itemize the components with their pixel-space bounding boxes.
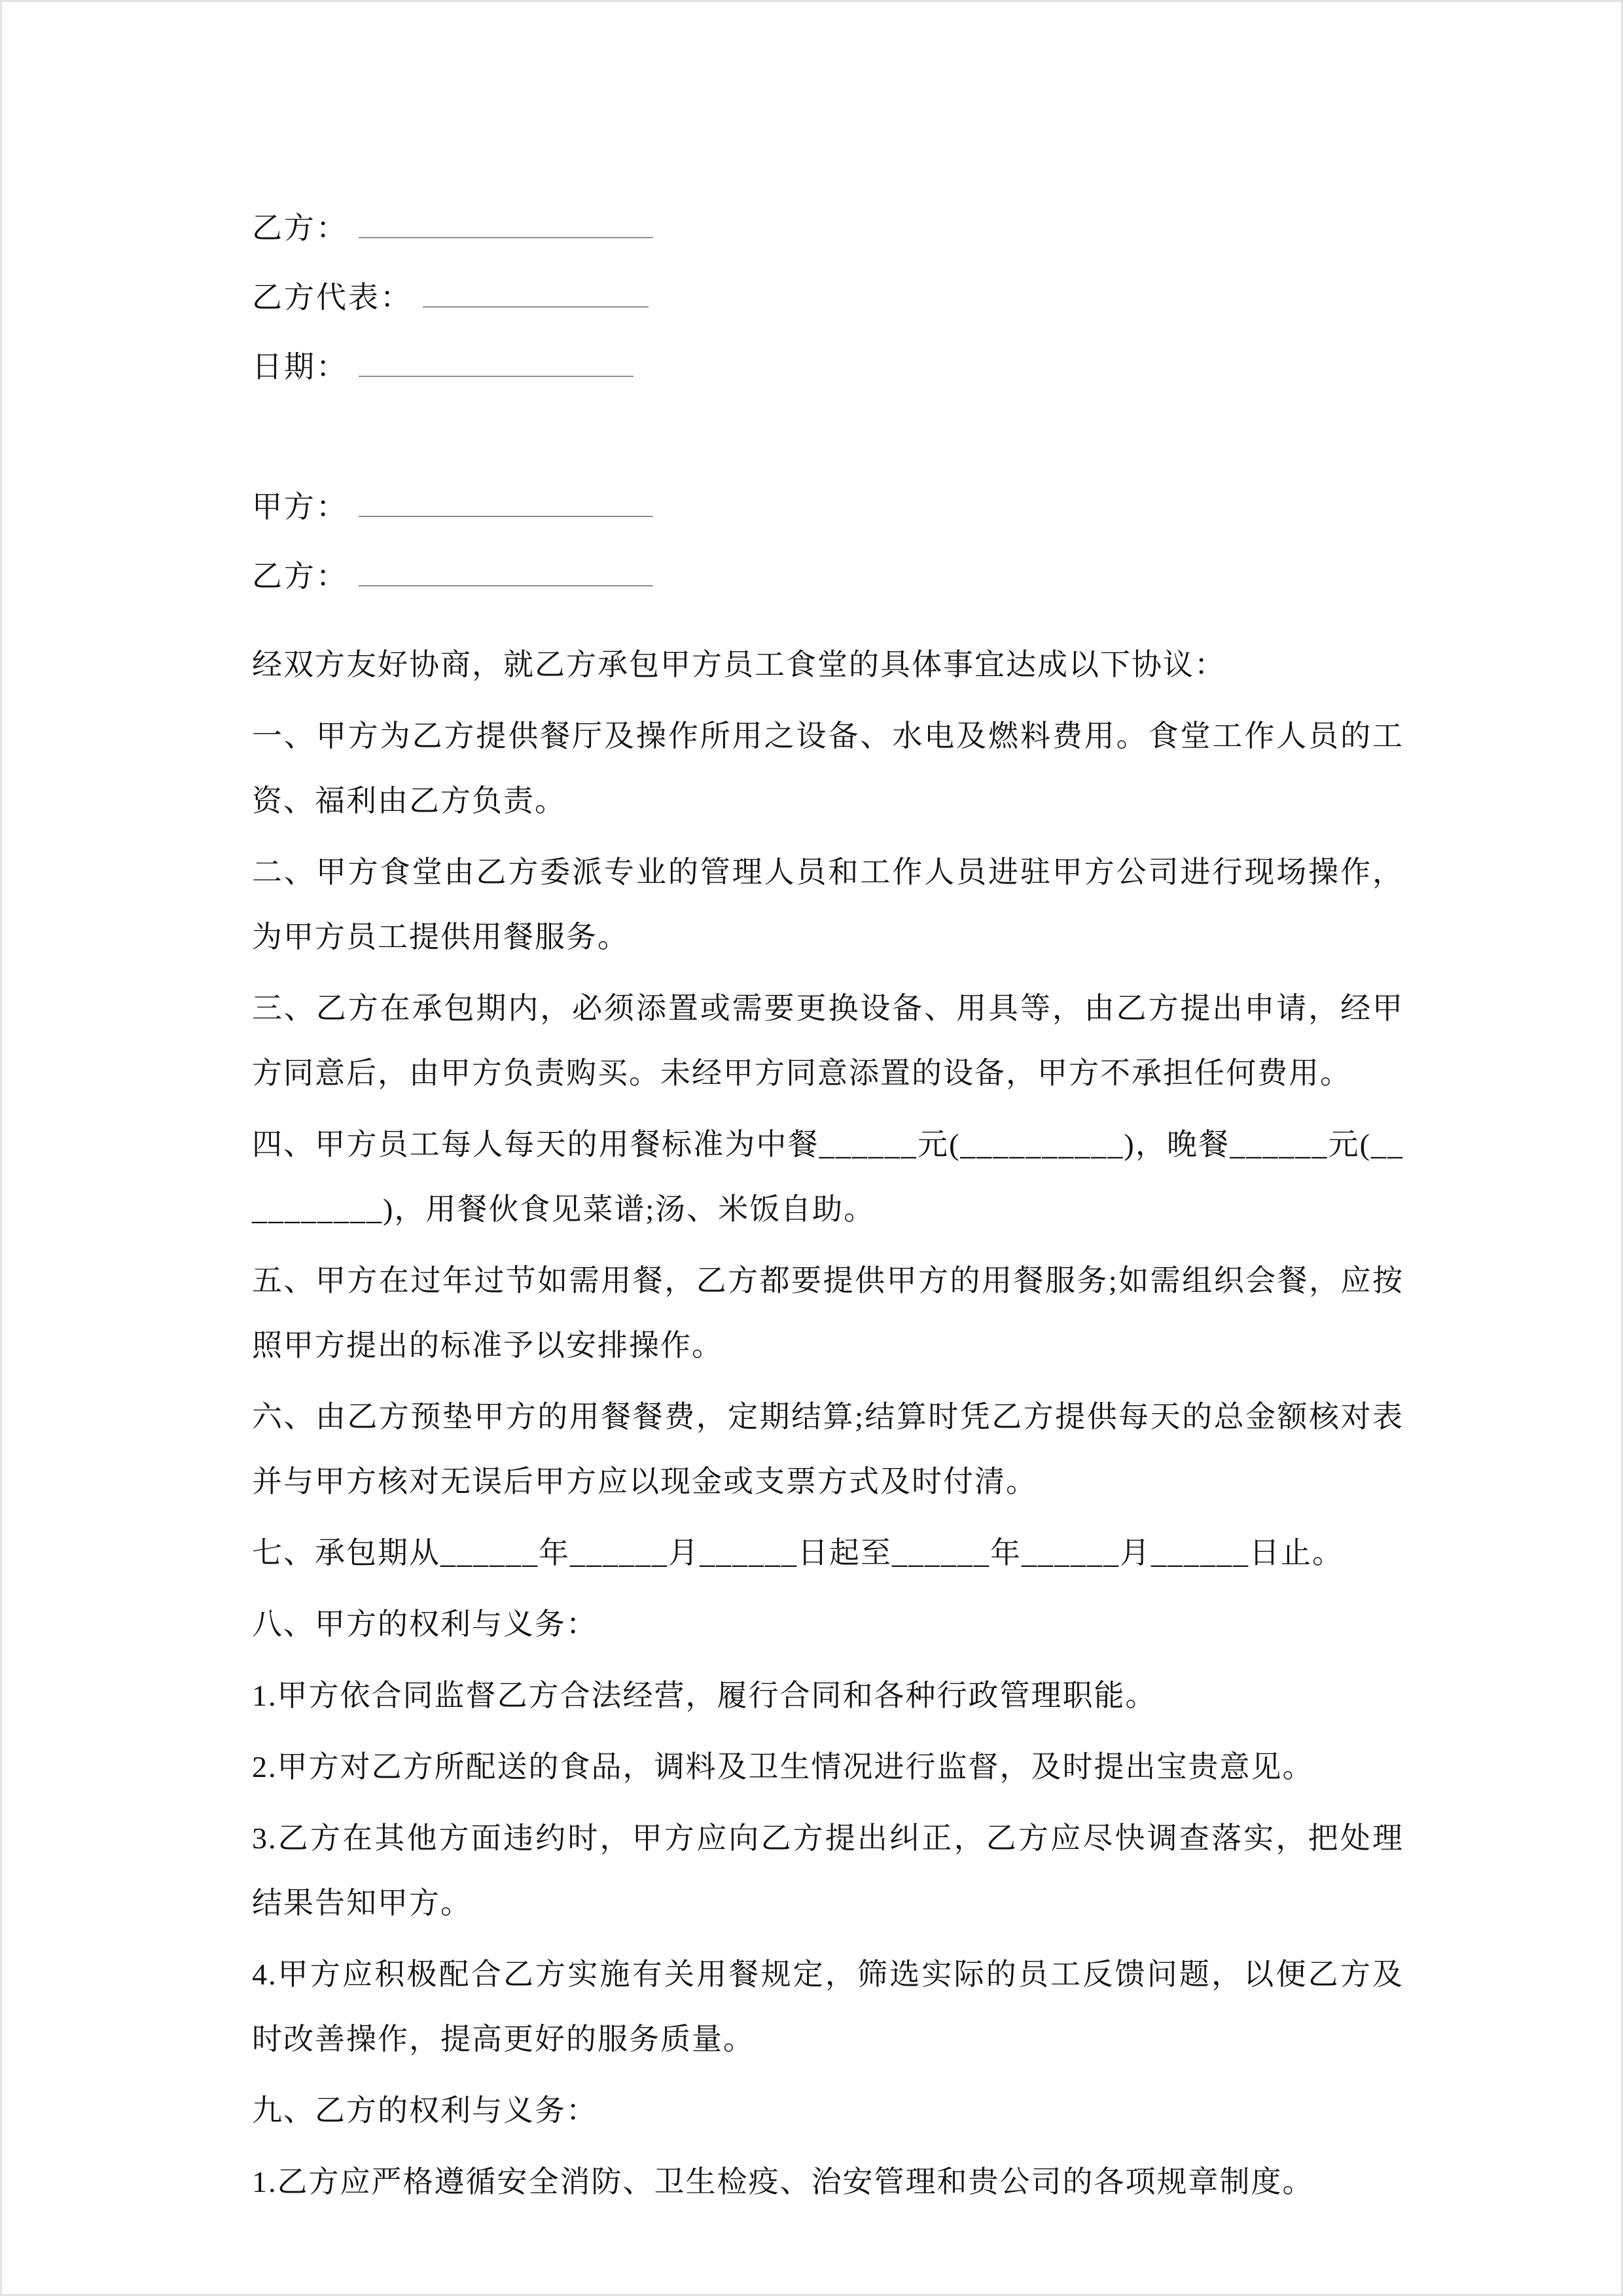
party-a-fill-blank bbox=[359, 488, 653, 517]
clause-7: 七、承包期从______年______月______日起至______年______月______日止。 bbox=[252, 1536, 1344, 1570]
document-page bbox=[252, 204, 1404, 2214]
party-line-b bbox=[252, 552, 1404, 622]
clause-8-heading: 八、甲方的权利与义务： bbox=[252, 1607, 597, 1641]
party-b-label-2: 乙方： bbox=[252, 560, 348, 593]
clause-8-item-2: 2.甲方对乙方所配送的食品，调料及卫生情况进行监督，及时提出宝贵意见。 bbox=[252, 1750, 1314, 1784]
clause-8-item-3: 3.乙方在其他方面违约时，甲方应向乙方提出纠正，乙方应尽快调查落实，把处理结果告知甲方。 bbox=[252, 1821, 1404, 1920]
party-b-fill-blank bbox=[359, 209, 653, 238]
clause-5: 五、甲方在过年过节如需用餐，乙方都要提供甲方的用餐服务;如需组织会餐，应按照甲方提出的标准予以安排操作。 bbox=[252, 1264, 1404, 1362]
clause-8-item-4: 4.甲方应积极配合乙方实施有关用餐规定，筛选实际的员工反馈问题，以便乙方及时改善操作，提高更好的服务质量。 bbox=[252, 1958, 1404, 2056]
clause-9-heading: 九、乙方的权利与义务： bbox=[252, 2094, 597, 2127]
intro-paragraph: 经双方友好协商，就乙方承包甲方员工食堂的具体事宜达成以下协议： bbox=[252, 648, 1226, 681]
clause-8-item-1: 1.甲方依合同监督乙方合法经营，履行合同和各种行政管理职能。 bbox=[252, 1679, 1157, 1712]
party-b-representative-fill-blank bbox=[423, 279, 649, 308]
clause-9-item-1: 1.乙方应严格遵循安全消防、卫生检疫、治安管理和贵公司的各项规章制度。 bbox=[252, 2165, 1314, 2198]
signature-line-party-b bbox=[252, 204, 1404, 274]
signature-block bbox=[252, 204, 1404, 412]
party-b-label: 乙方： bbox=[252, 211, 348, 245]
clause-6: 六、由乙方预垫甲方的用餐餐费，定期结算;结算时凭乙方提供每天的总金额核对表并与甲方核对无误后甲方应以现金或支票方式及时付清。 bbox=[252, 1400, 1404, 1498]
party-a-label: 甲方： bbox=[252, 490, 348, 524]
clause-1: 一、甲方为乙方提供餐厅及操作所用之设备、水电及燃料费用。食堂工作人员的工资、福利由乙方负责。 bbox=[252, 719, 1404, 817]
signature-line-party-b-representative bbox=[252, 274, 1404, 343]
date-fill-blank bbox=[359, 348, 633, 377]
signature-line-date bbox=[252, 343, 1404, 412]
date-label: 日期： bbox=[252, 350, 348, 384]
party-block bbox=[252, 483, 1404, 622]
clause-4: 四、甲方员工每人每天的用餐标准为中餐______元(__________)，晚餐______元(__________)，用餐伙食见菜谱;汤、米饭自助。 bbox=[252, 1128, 1404, 1226]
party-b-representative-label: 乙方代表： bbox=[252, 281, 412, 314]
agreement-body bbox=[252, 632, 1404, 2214]
clause-2: 二、甲方食堂由乙方委派专业的管理人员和工作人员进驻甲方公司进行现场操作，为甲方员工提供用餐服务。 bbox=[252, 855, 1404, 954]
party-b-fill-blank-2 bbox=[359, 558, 653, 586]
clause-3: 三、乙方在承包期内，必须添置或需要更换设备、用具等，由乙方提出申请，经甲方同意后，由甲方负责购买。未经甲方同意添置的设备，甲方不承担任何费用。 bbox=[252, 992, 1404, 1090]
party-line-a bbox=[252, 483, 1404, 552]
